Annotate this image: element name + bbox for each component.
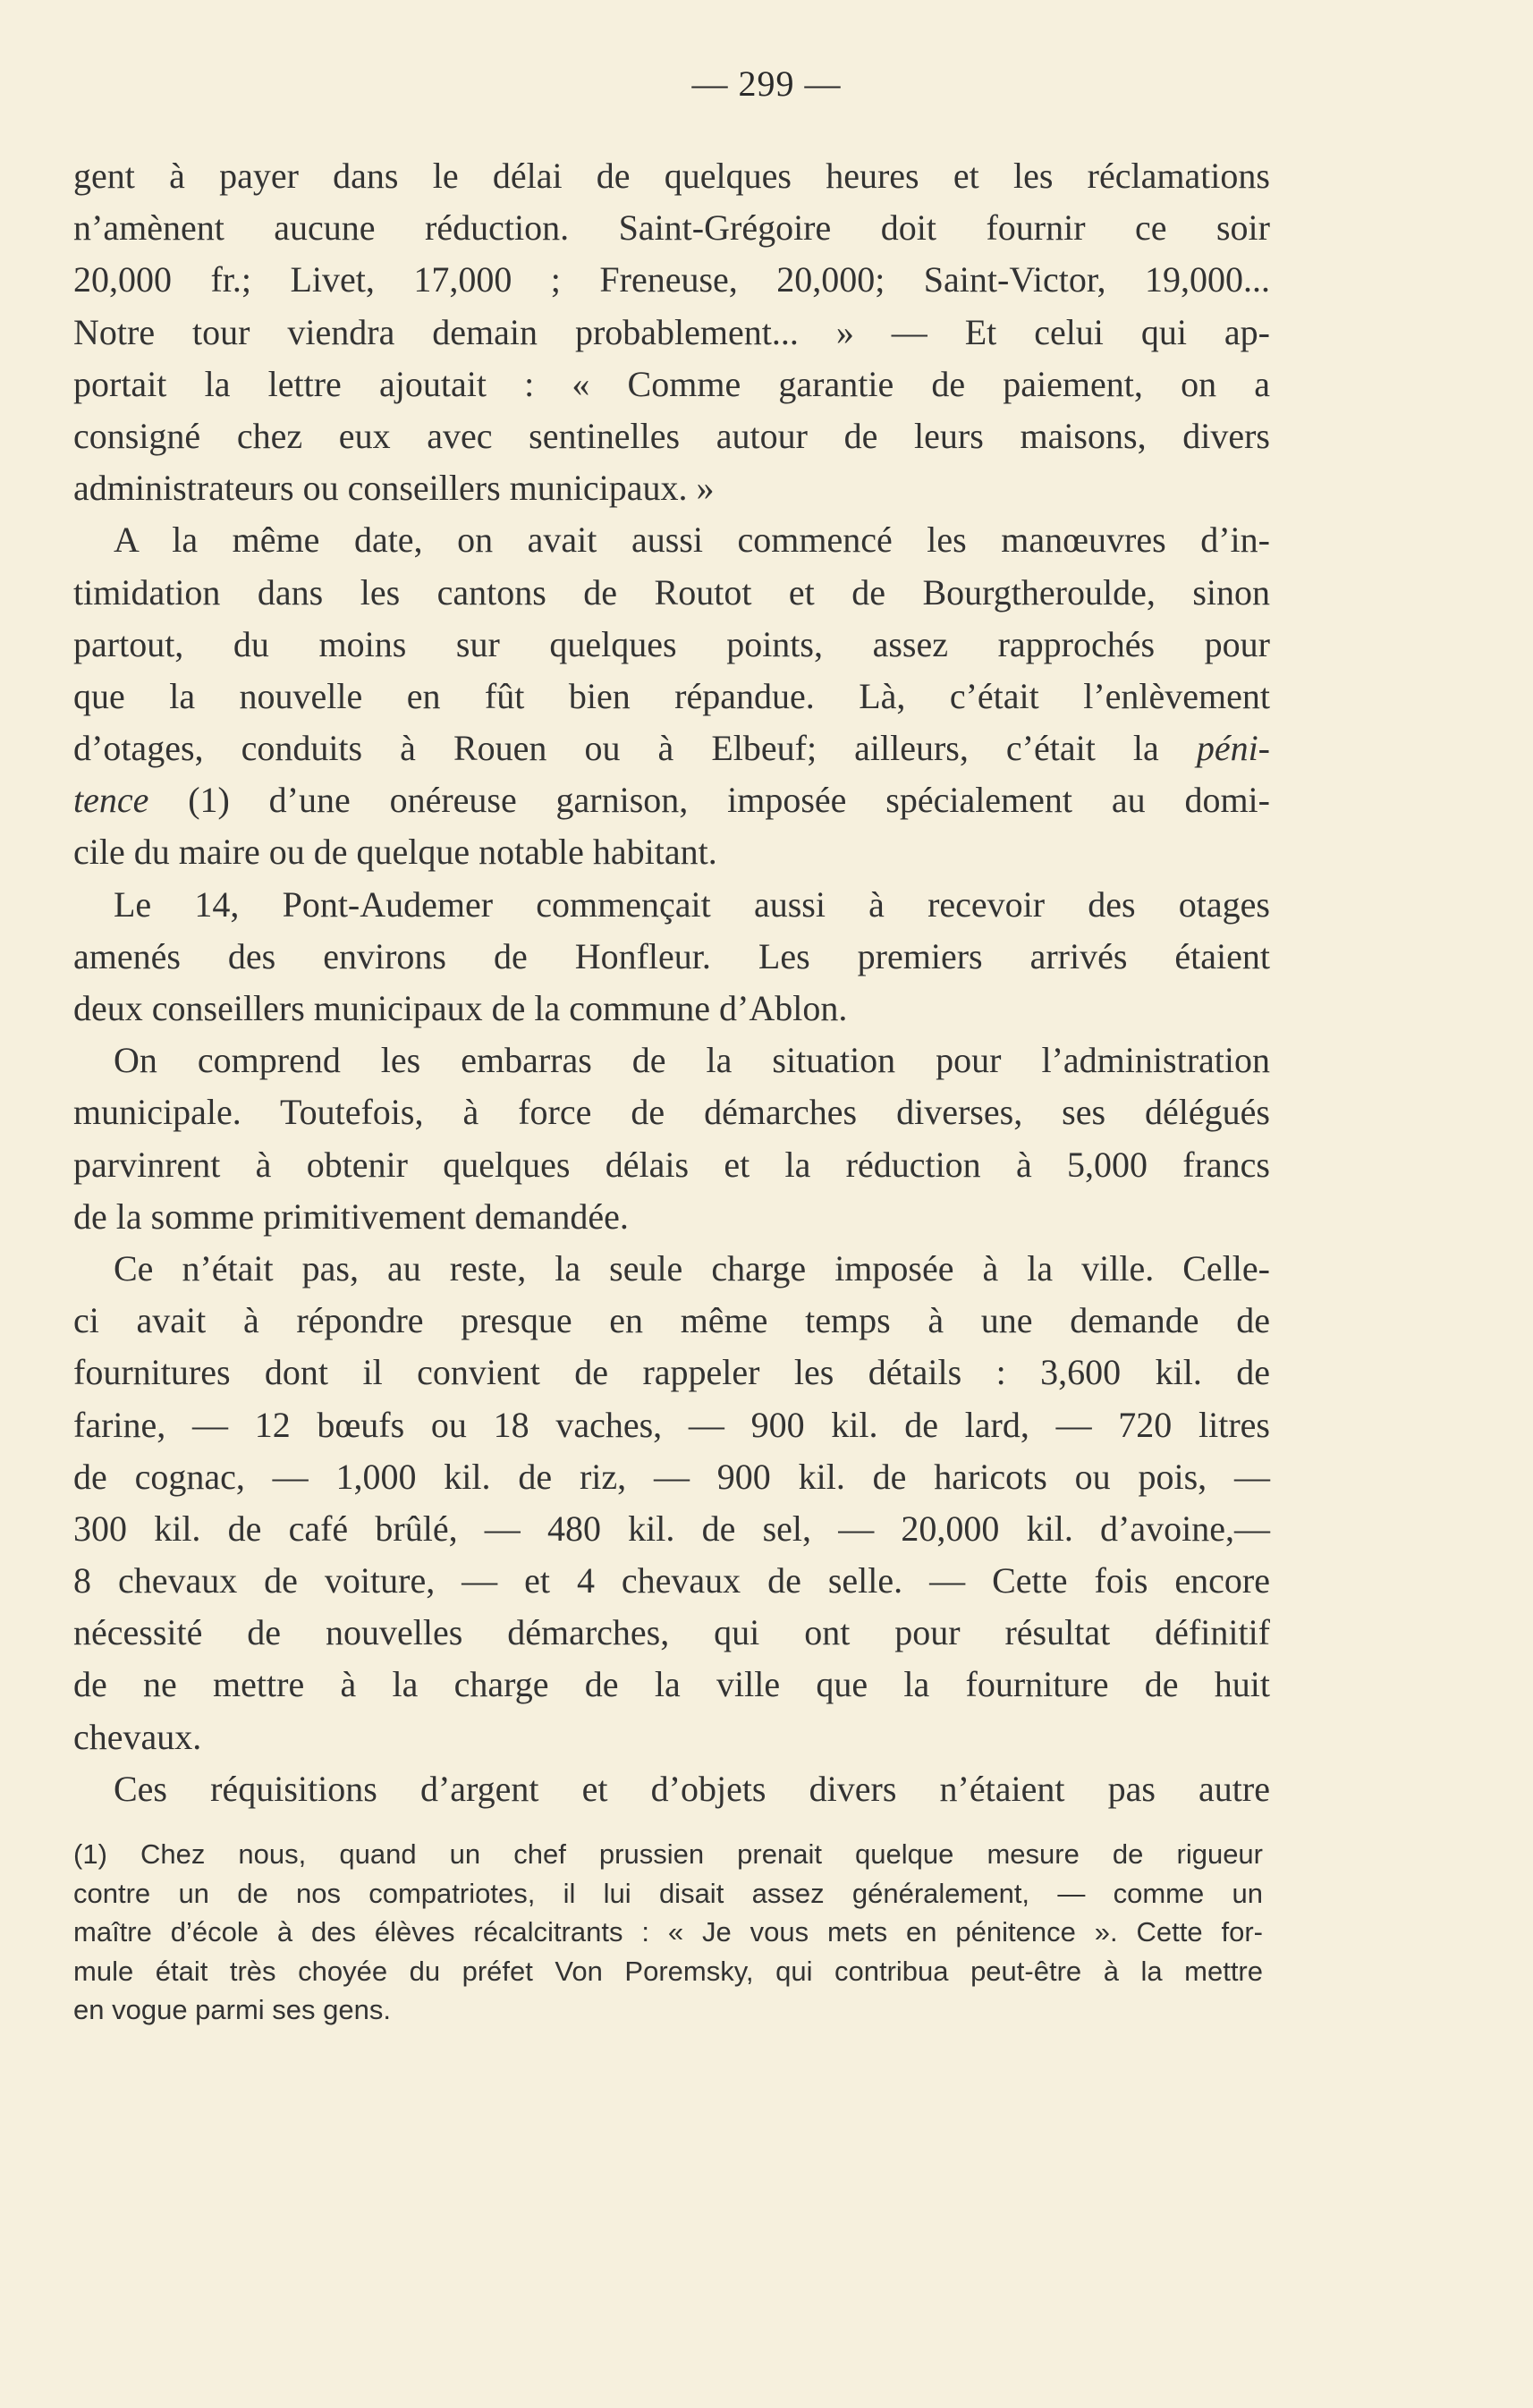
text-line: cile du maire ou de quelque notable habitant.	[73, 832, 717, 873]
text-line: de cognac, — 1,000 kil. de riz, — 900 kil. de haricots ou pois, —	[73, 1456, 1270, 1497]
text-line: portait la lettre ajoutait : « Comme garantie de paiement, on a	[73, 363, 1270, 404]
text-line: Le 14, Pont-Audemer commençait aussi à recevoir des otages	[114, 883, 1270, 925]
text-line: 8 chevaux de voiture, — et 4 chevaux de selle. — Cette fois encore	[73, 1560, 1270, 1601]
text-line: n’amènent aucune réduction. Saint-Grégoire doit fournir ce soir	[73, 207, 1270, 249]
text-line: municipale. Toutefois, à force de démarches diverses, ses délégués	[73, 1092, 1270, 1133]
italic-word: tence	[73, 780, 149, 821]
text-line	[73, 722, 1270, 774]
text-line: amenés des environs de Honfleur. Les premiers arrivés étaient	[73, 935, 1270, 976]
text-line: On comprend les embarras de la situation pour l’administration	[114, 1040, 1270, 1081]
text-line: de la somme primitivement demandée.	[73, 1196, 629, 1237]
text-segment: d’otages, conduits à Rouen ou à Elbeuf; ailleurs, c’était la	[73, 728, 1159, 769]
text-line: deux conseillers municipaux de la commune d’Ablon.	[73, 988, 848, 1028]
text-line: gent à payer dans le délai de quelques heures et les réclamations	[73, 156, 1270, 196]
text-line: fournitures dont il convient de rappeler les détails : 3,600 kil. de	[73, 1352, 1270, 1393]
text-line: nécessité de nouvelles démarches, qui ont pour résultat définitif	[73, 1612, 1270, 1653]
text-line: administrateurs ou conseillers municipaux. »	[73, 468, 715, 509]
text-line: de ne mettre à la charge de la ville que la fourniture de huit	[73, 1664, 1270, 1705]
text-line: consigné chez eux avec sentinelles autour de leurs maisons, divers	[73, 415, 1270, 456]
text-line: 300 kil. de café brûlé, — 480 kil. de sel, — 20,000 kil. d’avoine,—	[73, 1508, 1270, 1549]
main-text	[73, 150, 1270, 1815]
footnote-line: mule était très choyée du préfet Von Poremsky, qui contribua peut-être à la mettre	[73, 1955, 1263, 1987]
text-line: chevaux.	[73, 1716, 202, 1757]
text-line: A la même date, on avait aussi commencé les manœuvres d’in-	[114, 520, 1270, 561]
text-segment: (1) d’une onéreuse garnison, imposée spécialement au domi-	[188, 780, 1270, 821]
text-line: ci avait à répondre presque en même temps à une demande de	[73, 1300, 1270, 1341]
text-line: farine, — 12 bœufs ou 18 vaches, — 900 kil. de lard, — 720 litres	[73, 1404, 1270, 1445]
page-number: — 299 —	[691, 63, 842, 104]
footnote-line: contre un de nos compatriotes, il lui disait assez généralement, — comme un	[73, 1877, 1263, 1909]
text-line: que la nouvelle en fût bien répandue. Là, c’était l’enlèvement	[73, 675, 1270, 716]
italic-word: péni-	[1196, 728, 1270, 769]
text-line: Ces réquisitions d’argent et d’objets divers n’étaient pas autre	[114, 1768, 1270, 1809]
text-line: 20,000 fr.; Livet, 17,000 ; Freneuse, 20,000; Saint-Victor, 19,000...	[73, 259, 1270, 300]
text-line: timidation dans les cantons de Routot et de Bourgtheroulde, sinon	[73, 571, 1270, 613]
footnote-line: (1) Chez nous, quand un chef prussien prenait quelque mesure de rigueur	[73, 1838, 1263, 1870]
text-line: Ce n’était pas, au reste, la seule charge imposée à la ville. Celle-	[114, 1247, 1270, 1288]
footnote-line: en vogue parmi ses gens.	[73, 1994, 391, 2025]
footnote-line: maître d’école à des élèves récalcitrants : « Je vous mets en pénitence ». Cette for-	[73, 1916, 1263, 1948]
text-line	[73, 774, 1270, 826]
text-line: Notre tour viendra demain probablement... » — Et celui qui ap-	[73, 311, 1270, 352]
footnote	[73, 1835, 1263, 2030]
text-line: partout, du moins sur quelques points, assez rapprochés pour	[73, 623, 1270, 664]
text-line: parvinrent à obtenir quelques délais et la réduction à 5,000 francs	[73, 1144, 1270, 1185]
